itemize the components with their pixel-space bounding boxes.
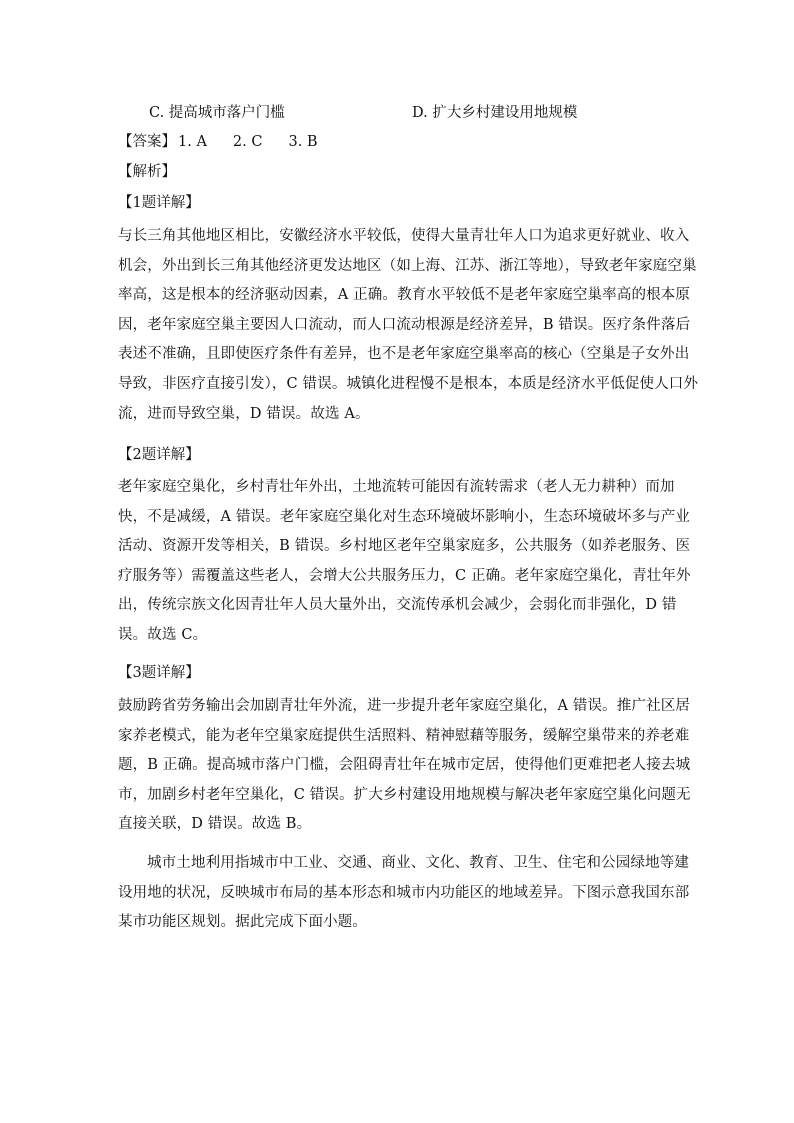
q1-explanation	[118, 222, 699, 429]
intro-paragraph	[118, 849, 690, 938]
q2-heading: 【2题详解】	[118, 447, 200, 463]
q3-line: 鼓励跨省劳务输出会加剧青壮年外流，进一步提升老年家庭空巢化，A 错误。推广社区居	[118, 698, 691, 714]
q1-line: 率高，这是根本的经济驱动因素，A 正确。教育水平较低不是老年家庭空巢率高的根本原	[118, 287, 691, 304]
option-c: C. 提高城市落户门槛	[149, 105, 285, 121]
q1-line: 流，进而导致空巢，D 错误。故选 A。	[118, 405, 370, 422]
q2-explanation	[118, 473, 691, 651]
intro-line: 城市土地利用指城市中工业、交通、商业、文化、教育、卫生、住宅和公园绿地等建	[147, 855, 690, 871]
answer-1: 1. A	[178, 134, 207, 150]
q2-line: 出，传统宗族文化因青壮年人员大量外出，交流传承机会减少，会弱化而非强化，D 错	[118, 597, 677, 614]
q2-line: 疗服务等）需覆盖这些老人，会增大公共服务压力，C 正确。老年家庭空巢化，青壮年外	[118, 567, 691, 584]
q1-line: 与长三角其他地区相比，安徽经济水平较低，使得大量青壮年人口为追求更好就业、收入	[118, 228, 690, 244]
q1-line: 机会，外出到长三角其他经济更发达地区（如上海、江苏、浙江等地），导致老年家庭空巢	[118, 257, 697, 274]
q3-line: 家养老模式，能为老年空巢家庭提供生活照料、精神慰藉等服务，缓解空巢带来的养老难	[118, 727, 690, 744]
q3-line: 市，加剧乡村老年空巢化，C 错误。扩大乡村建设用地规模与解决老年家庭空巢化问题无	[118, 786, 691, 803]
intro-line: 某市功能区规划。据此完成下面小题。	[118, 914, 368, 931]
q2-line: 老年家庭空巢化，乡村青壮年外出，土地流转可能因有流转需求（老人无力耕种）而加	[118, 479, 675, 495]
answer-label: 【答案】	[118, 134, 176, 150]
q2-line: 快，不是减缓，A 错误。老年家庭空巢化对生态环境破坏影响小，生态环境破坏多与产业	[118, 508, 691, 525]
q3-line: 直接关联，D 错误。故选 B。	[118, 816, 312, 833]
q1-line: 因，老年家庭空巢主要因人口流动，而人口流动根源是经济差异，B 错误。医疗条件落后	[118, 316, 691, 333]
q1-line: 表述不准确，且即使医疗条件有差异，也不是老年家庭空巢率高的核心（空巢是子女外出	[118, 346, 690, 363]
q3-line: 题，B 正确。提高城市落户门槛，会阻碍青壮年在城市定居，使得他们更难把老人接去城	[118, 757, 691, 774]
q2-line: 活动、资源开发等相关，B 错误。乡村地区老年空巢家庭多，公共服务（如养老服务、医	[118, 538, 691, 555]
option-d: D. 扩大乡村建设用地规模	[412, 105, 578, 121]
q1-line: 导致，非医疗直接引发），C 错误。城镇化进程慢不是根本，本质是经济水平低促使人口外	[118, 375, 699, 392]
analysis-label: 【解析】	[118, 164, 176, 180]
answer-line	[118, 131, 318, 153]
intro-line: 设用地的状况，反映城市布局的基本形态和城市内功能区的地域差异。下图示意我国东部	[118, 884, 690, 901]
answer-2: 2. C	[232, 134, 263, 150]
q2-line: 误。故选 C。	[118, 626, 208, 643]
q3-heading: 【3题详解】	[118, 665, 200, 681]
answer-options	[149, 102, 709, 124]
answer-3: 3. B	[288, 134, 318, 150]
q1-heading: 【1题详解】	[118, 195, 200, 211]
q3-explanation	[118, 692, 691, 840]
